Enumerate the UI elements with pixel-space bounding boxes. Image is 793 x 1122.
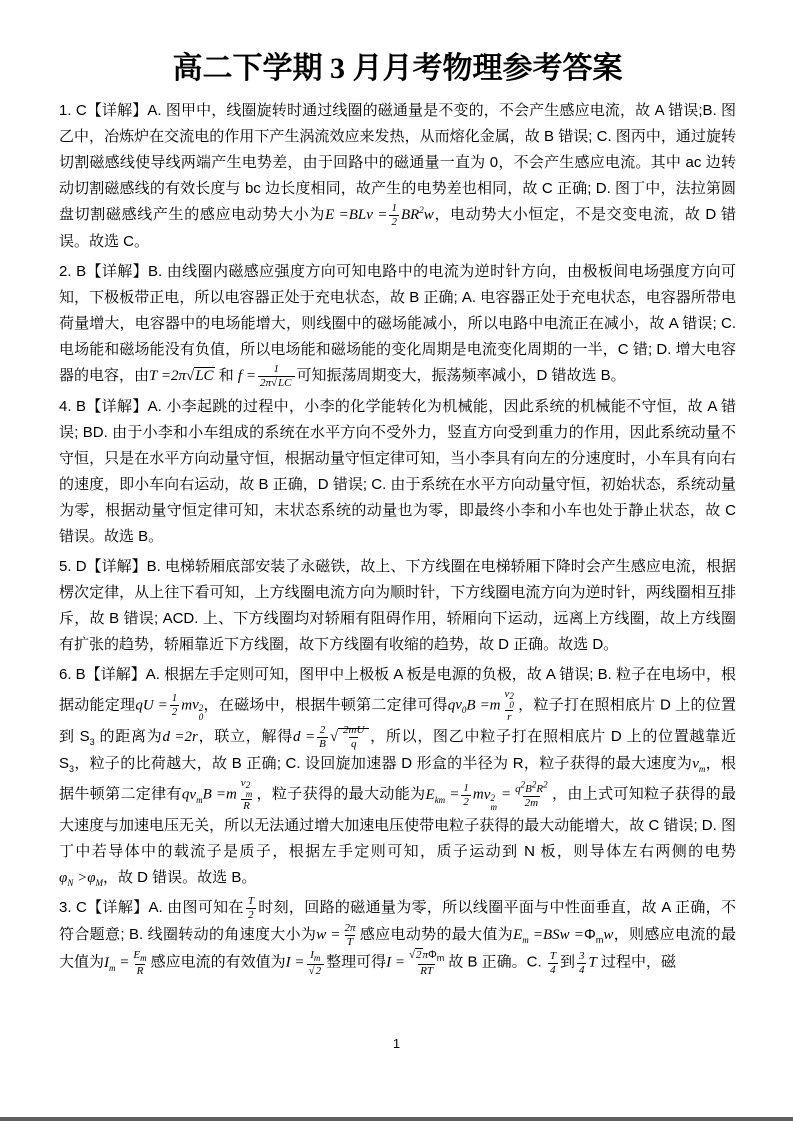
text-run: 6. B【详解】A. 根据左手定则可知，图甲中上极板 A 板是电源的负极，故 A 错误; B. 粒子在电场中，根据动能定理 xyxy=(59,665,736,714)
fraction-numerator xyxy=(503,688,516,710)
math-run: 2π xyxy=(344,922,356,935)
text-run: ，粒子打在照相底片 D 上的位置到 xyxy=(59,696,736,745)
radicand xyxy=(415,948,423,961)
math-subscript: $E_{km}$ xyxy=(425,786,446,805)
fraction-denominator xyxy=(258,376,295,390)
page-number: 1 xyxy=(392,1036,401,1051)
math-run: 1 xyxy=(463,781,469,794)
math-run: 1 xyxy=(391,201,397,214)
text-run: 4. B【详解】A. 小李起跳的过程中，小李的化学能转化为机械能，因此系统的机械能不守恒，故 A 错误; BD. 由于小李和小车组成的系统在水平方向不受外力，竖直方向受到重力的作用，因此系统动量不守恒，只是在水平方向动量守恒，根据动量守恒定律可知，当小李具有向左的分速度时，小车具有向右的速度，即小车向右运动，故 B 正确，D 错误; C. 由于系统在水平方向动量守恒，初始状态，系统动量为零，根据动量守恒定律可知，末状态系统的动量也为零，即最终小李和小车也处于静止状态，故 C 错误。故选 B。 xyxy=(59,397,736,545)
text-run: ，故 D 错误。故选 B。 xyxy=(103,869,257,887)
text-run: ，根据牛顿第二定律有 xyxy=(59,754,736,803)
math-sub: 0 xyxy=(198,712,204,723)
text-run: ，所以，图乙中粒子打在照相底片 D 上的位置越靠近 xyxy=(369,727,736,745)
fraction xyxy=(548,950,558,977)
fraction-denominator xyxy=(170,705,180,719)
math-run: B =m xyxy=(202,786,237,803)
fraction-numerator xyxy=(318,724,328,737)
math-subsup: v 2 m xyxy=(240,776,253,800)
math-sub: m xyxy=(245,789,253,800)
math-run: 4 xyxy=(578,963,585,976)
fraction xyxy=(407,949,446,977)
fraction xyxy=(317,724,328,751)
math-superscript: $B^2$ xyxy=(525,779,537,795)
fraction xyxy=(246,895,256,922)
text-run: 可知振荡周期变大，振荡频率减小，D 错故选 B。 xyxy=(296,366,626,384)
math-run: = xyxy=(496,786,512,803)
text-run: 感应电动势的最大值为 xyxy=(359,926,514,944)
fraction-numerator xyxy=(131,949,148,963)
square-root: √LC xyxy=(185,367,214,384)
fraction-denominator xyxy=(505,710,513,724)
math-run: π xyxy=(422,949,429,962)
fraction xyxy=(513,780,549,810)
math-run: qU = xyxy=(135,697,168,714)
fraction-denominator xyxy=(349,737,359,751)
radicand xyxy=(315,964,323,977)
math-subscript: $\varphi_M$ xyxy=(87,870,104,889)
math-subscript: $E_m$ xyxy=(513,927,529,946)
fraction xyxy=(577,950,587,977)
math-run: T xyxy=(588,954,597,971)
text-run: 的距离为 xyxy=(94,727,163,745)
fraction-numerator xyxy=(246,895,256,908)
math-run: T xyxy=(346,936,354,949)
math-run: m xyxy=(181,697,193,714)
math-run: w xyxy=(423,206,434,223)
text-run: ，则感应电流的最大值为 xyxy=(59,926,736,971)
math-sub: 0 xyxy=(509,699,514,710)
math-run: T xyxy=(549,949,556,962)
math-sup: 2 xyxy=(198,703,204,714)
math-run: I = xyxy=(285,954,305,971)
math-subscript: $v_m$ xyxy=(189,786,203,805)
text-run: 故 B 正确。C. xyxy=(448,953,546,971)
text-run: 3. C【详解】A. 由图可知在 xyxy=(59,899,244,917)
math-run: R xyxy=(243,800,250,813)
fraction-denominator xyxy=(241,799,252,813)
math-run: w xyxy=(603,927,614,944)
page-title: 高二下学期 3 月月考物理参考答案 xyxy=(172,52,623,85)
math-run: 2m xyxy=(524,796,539,809)
math-run: q xyxy=(350,737,357,750)
fraction-denominator xyxy=(317,737,328,751)
fraction-denominator xyxy=(246,908,256,922)
square-root: √LC xyxy=(270,376,292,389)
math-run: w = xyxy=(316,927,341,944)
math-run: 2mU xyxy=(343,723,365,736)
math-run: 2 xyxy=(416,949,422,962)
math-run: d =2r xyxy=(162,728,198,745)
math-run: f = xyxy=(237,367,256,384)
math-run: LC xyxy=(195,367,214,384)
page-bottom-border xyxy=(0,1117,793,1121)
math-sup: 2 xyxy=(509,690,514,701)
math-run: m xyxy=(472,786,484,803)
math-run: B =m xyxy=(466,697,501,714)
fraction xyxy=(307,949,325,977)
math-run: = xyxy=(115,954,130,971)
math-subscript: $I_m$ xyxy=(310,949,321,964)
math-subscript: $I_m$ xyxy=(104,954,116,973)
math-run: d = xyxy=(292,728,316,745)
math-run: LC xyxy=(278,376,292,389)
math-subscript: $\varphi_N$ xyxy=(59,870,74,889)
fraction xyxy=(258,363,295,390)
text-run: ，电动势大小恒定，不是交变电流，故 D 错误。故选 C。 xyxy=(59,205,736,250)
fraction-denominator xyxy=(418,964,435,978)
math-subscript: $v_0$ xyxy=(455,697,467,716)
math-run: 2π xyxy=(259,376,271,389)
math-sup: 2 xyxy=(490,792,495,803)
radicand xyxy=(194,367,214,384)
math-superscript: $R^2$ xyxy=(536,779,548,795)
fraction xyxy=(503,688,516,724)
text-run: 整理可得 xyxy=(326,953,387,971)
fraction-denominator xyxy=(307,964,325,978)
math-subscript: $E_m$ xyxy=(133,949,147,964)
fraction-numerator xyxy=(239,777,254,799)
square-root: √2 xyxy=(408,949,422,962)
fraction-numerator xyxy=(308,949,322,963)
math-subscript: $S_3$ xyxy=(59,754,75,774)
math-run: 2 xyxy=(319,723,326,736)
answer-paragraph xyxy=(59,895,736,977)
math-run: q xyxy=(181,786,190,803)
fraction-denominator xyxy=(548,963,558,977)
math-subsup: v 2 m xyxy=(483,786,497,812)
math-run: RT xyxy=(420,964,434,977)
math-superscript: $R^2$ xyxy=(410,204,424,223)
math-run: 1 xyxy=(171,692,178,705)
math-subsup: v 2 0 xyxy=(504,687,514,710)
text-run: ，在磁场中，根据牛顿第二定律可得 xyxy=(203,696,448,714)
math-subscript: $v_m$ xyxy=(692,755,706,774)
fraction-numerator xyxy=(170,692,180,705)
fraction-numerator xyxy=(407,949,446,963)
answer-paragraph xyxy=(59,98,736,255)
math-run: 4 xyxy=(550,963,556,976)
square-root: √2 xyxy=(308,964,322,977)
fraction xyxy=(341,724,366,751)
math-run: 2 xyxy=(391,215,397,228)
fraction-denominator xyxy=(389,215,399,229)
fraction-denominator xyxy=(461,795,471,809)
fraction-denominator xyxy=(577,963,587,977)
math-run: 1 xyxy=(273,362,279,375)
fraction-numerator xyxy=(342,922,357,935)
text-run: ，粒子获得的最大动能为 xyxy=(256,785,426,803)
math-run: R xyxy=(136,964,144,977)
math-run: E =BLv = xyxy=(325,206,388,223)
math-run: =BSw = xyxy=(528,927,584,944)
math-run: > xyxy=(73,870,88,887)
radicand xyxy=(277,376,292,389)
text-run: 1. C【详解】A. 图甲中，线圈旋转时通过线圈的磁通量是不变的，不会产生感应电流，故 A 错误;B. 图乙中，冶炼炉在交流电的作用下产生涡流效应来发热，从而熔化金属，故 B 错误; C. 图丙中，通过旋转切割磁感线使导线两端产生电势差，由于回路中的磁通量一直为 0，不会产生感应电流。其中 ac 边转动切割磁感线的有效长度与 bc 边长度相同，故产生的电势差也相同，故 C 正确; D. 图丁中，法拉第圆盘切割磁感线产生的感应电动势大小为 xyxy=(59,101,736,223)
answer-paragraph xyxy=(59,394,736,550)
math-run: r xyxy=(507,710,512,723)
math-run: B xyxy=(400,206,411,223)
answers-list xyxy=(59,98,736,978)
fraction xyxy=(342,922,357,949)
math-run: 2 xyxy=(463,795,469,808)
text-run: 时刻，回路的磁通量为零，所以线圈平面与中性面垂直，故 A 正确，不符合题意; B. 线圈转动的角速度大小为 xyxy=(59,899,736,944)
text-run: 5. D【详解】B. 电梯轿厢底部安装了永磁铁，故上、下方线圈在电梯轿厢下降时会产生感应电流，根据楞次定律，从上往下看可知，上方线圈电流方向为顺时针，下方线圈电流方向为逆时针，两线圈相互排斥，故 B 错误; ACD. 上、下方线圈均对轿厢有阻碍作用，轿厢向下运动，远离上方线圈，故上方线圈有扩张的趋势，轿厢靠近下方线圈，故下方线圈有收缩的趋势，故 D 正确。故选 D。 xyxy=(59,557,736,653)
answer-paragraph xyxy=(59,259,736,390)
math-subsup: v 2 0 xyxy=(192,697,204,723)
radicand xyxy=(338,723,369,750)
fraction-numerator xyxy=(461,782,471,795)
fraction-numerator xyxy=(513,780,549,796)
fraction xyxy=(170,692,180,719)
square-root: √ $\frac{2mU}{q}$ xyxy=(330,728,370,745)
fraction xyxy=(389,202,399,229)
math-superscript: $q^2$ xyxy=(515,779,526,795)
math-run: 3 xyxy=(578,949,585,962)
text-run: ，由上式可知粒子获得的最大速度与加速电压无关，所以无法通过增大加速电压使带电粒子获得的最大动能增大，故 C 错误; D. 图丁中若导体中的载流子是质子，根据左手定则可知，质子运动到 N 板，则导体左右两侧的电势 xyxy=(59,785,736,861)
text-run: ，联立，解得 xyxy=(197,727,293,745)
math-sub: m xyxy=(490,801,497,812)
math-subscript: $\Phi_m$ xyxy=(583,926,604,946)
text-run: 和 xyxy=(214,366,238,384)
fraction-numerator xyxy=(577,950,587,963)
math-subsup-stack xyxy=(246,781,253,799)
fraction xyxy=(461,782,471,809)
fraction-numerator xyxy=(341,724,366,737)
math-run: T =2π xyxy=(149,367,186,384)
math-run: B xyxy=(319,737,326,750)
math-subscript: $S_3$ xyxy=(79,727,95,747)
fraction-numerator xyxy=(548,950,558,963)
answer-paragraph xyxy=(59,662,736,892)
math-subscript: $\Phi_m$ xyxy=(428,949,445,964)
fraction-denominator xyxy=(135,964,146,978)
text-run: 2. B【详解】B. 由线圈内磁感应强度方向可知电路中的电流为逆时针方向，由极板间电场强度方向可知，下极板带正电，所以电容器正处于充电状态，故 B 正确; A. 电容器正处于充电状态，电容器所带电荷量增大，电容器中的电场能增大，则线圈中的磁场能减小，所以电路中电流正在减小，故 A 错误; C. 电场能和磁场能没有负值，所以电场能和磁场能的变化周期是电流变化周期的一半，C 错; D. 增大电容器的电容，由 xyxy=(59,262,736,384)
math-run: 2 xyxy=(315,964,322,977)
answer-paragraph xyxy=(59,554,736,658)
math-run: = xyxy=(445,786,460,803)
text-run: 过程中，磁 xyxy=(596,953,676,971)
fraction-denominator xyxy=(345,935,355,949)
text-run: 感应电流的有效值为 xyxy=(150,953,286,971)
math-run: I = xyxy=(386,954,405,971)
fraction-numerator xyxy=(271,363,281,376)
math-run: T xyxy=(247,895,254,908)
math-run: q xyxy=(447,697,456,714)
math-sup: 2 xyxy=(245,780,251,791)
math-subsup-stack xyxy=(509,692,514,710)
fraction xyxy=(239,777,254,813)
math-run: 2 xyxy=(248,909,254,922)
text-run: ，粒子的比荷越大，故 B 正确; C. 设回旋加速器 D 形盒的半径为 R，粒子获得的最大速度为 xyxy=(74,754,693,772)
fraction-denominator xyxy=(523,796,540,810)
math-run: 2 xyxy=(171,706,178,719)
text-run: 到 xyxy=(559,953,575,971)
fraction xyxy=(131,949,148,977)
fraction-numerator xyxy=(389,202,399,215)
